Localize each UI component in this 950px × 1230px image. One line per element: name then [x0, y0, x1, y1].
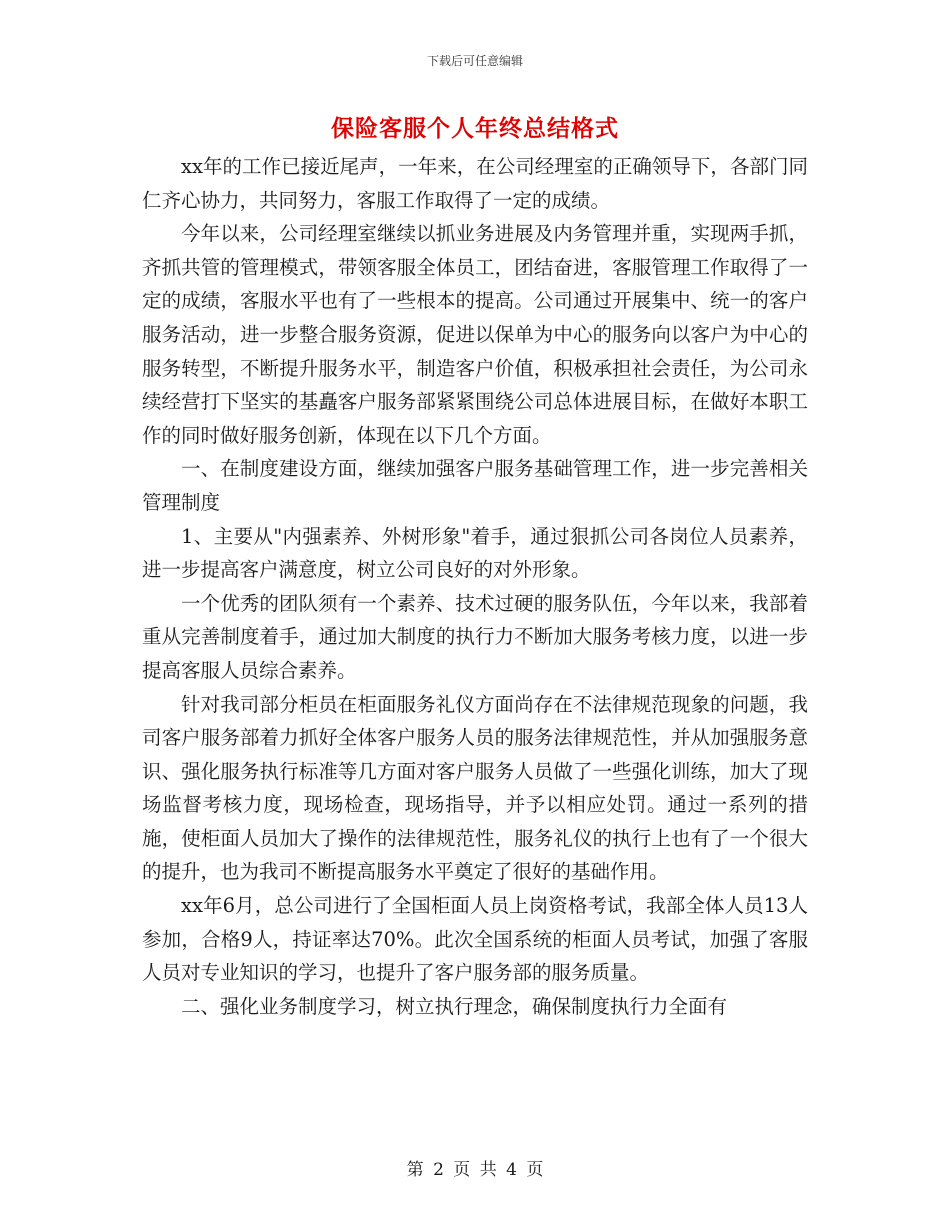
document-title: 保险客服个人年终总结格式	[331, 115, 619, 142]
paragraph: 针对我司部分柜员在柜面服务礼仪方面尚存在不法律规范现象的问题，我司客户服务部着力抓好全体客户服务人员的服务法律规范性，并从加强服务意识、强化服务执行标准等几方面对客户服务人员做了一些强化训练，加大了现场监督考核力度，现场检查，现场指导，并予以相应处罚。通过一系列的措施，使柜面人员加大了操作的法律规范性，服务礼仪的执行上也有了一个很大的提升，也为我司不断提高服务水平奠定了很好的基础作用。	[142, 692, 808, 884]
header-note: 下载后可任意编辑	[426, 54, 523, 68]
document-body	[142, 150, 808, 1023]
page-number-footer: 第 2 页 共 4 页	[406, 1160, 544, 1180]
paragraph: 一、在制度建设方面，继续加强客户服务基础管理工作，进一步完善相关管理制度	[142, 457, 808, 514]
paragraph: 1、主要从"内强素养、外树形象"着手，通过狠抓公司各岗位人员素养，进一步提高客户满意度，树立公司良好的对外形象。	[142, 524, 808, 582]
paragraph: 一个优秀的团队须有一个素养、技术过硬的服务队伍，今年以来，我部着重从完善制度着手，通过加大制度的执行力不断加大服务考核力度，以进一步提高客服人员综合素养。	[142, 591, 808, 682]
paragraph: xx年的工作已接近尾声，一年来，在公司经理室的正确领导下，各部门同仁齐心协力，共同努力，客服工作取得了一定的成绩。	[142, 155, 808, 212]
paragraph: 二、强化业务制度学习，树立执行理念，确保制度执行力全面有	[181, 994, 728, 1018]
paragraph: xx年6月，总公司进行了全国柜面人员上岗资格考试，我部全体人员13人参加，合格9人，持证率达70%。此次全国系统的柜面人员考试，加强了客服人员对专业知识的学习，也提升了客户服务部的服务质量。	[142, 894, 808, 985]
paragraph: 今年以来，公司经理室继续以抓业务进展及内务管理并重，实现两手抓，齐抓共管的管理模式，带领客服全体员工，团结奋进，客服管理工作取得了一定的成绩，客服水平也有了一些根本的提高。公司通过开展集中、统一的客户服务活动，进一步整合服务资源，促进以保单为中心的服务向以客户为中心的服务转型，不断提升服务水平，制造客户价值，积极承担社会责任，为公司永续经营打下坚实的基矗客户服务部紧紧围绕公司总体进展目标，在做好本职工作的同时做好服务创新，体现在以下几个方面。	[142, 222, 808, 447]
